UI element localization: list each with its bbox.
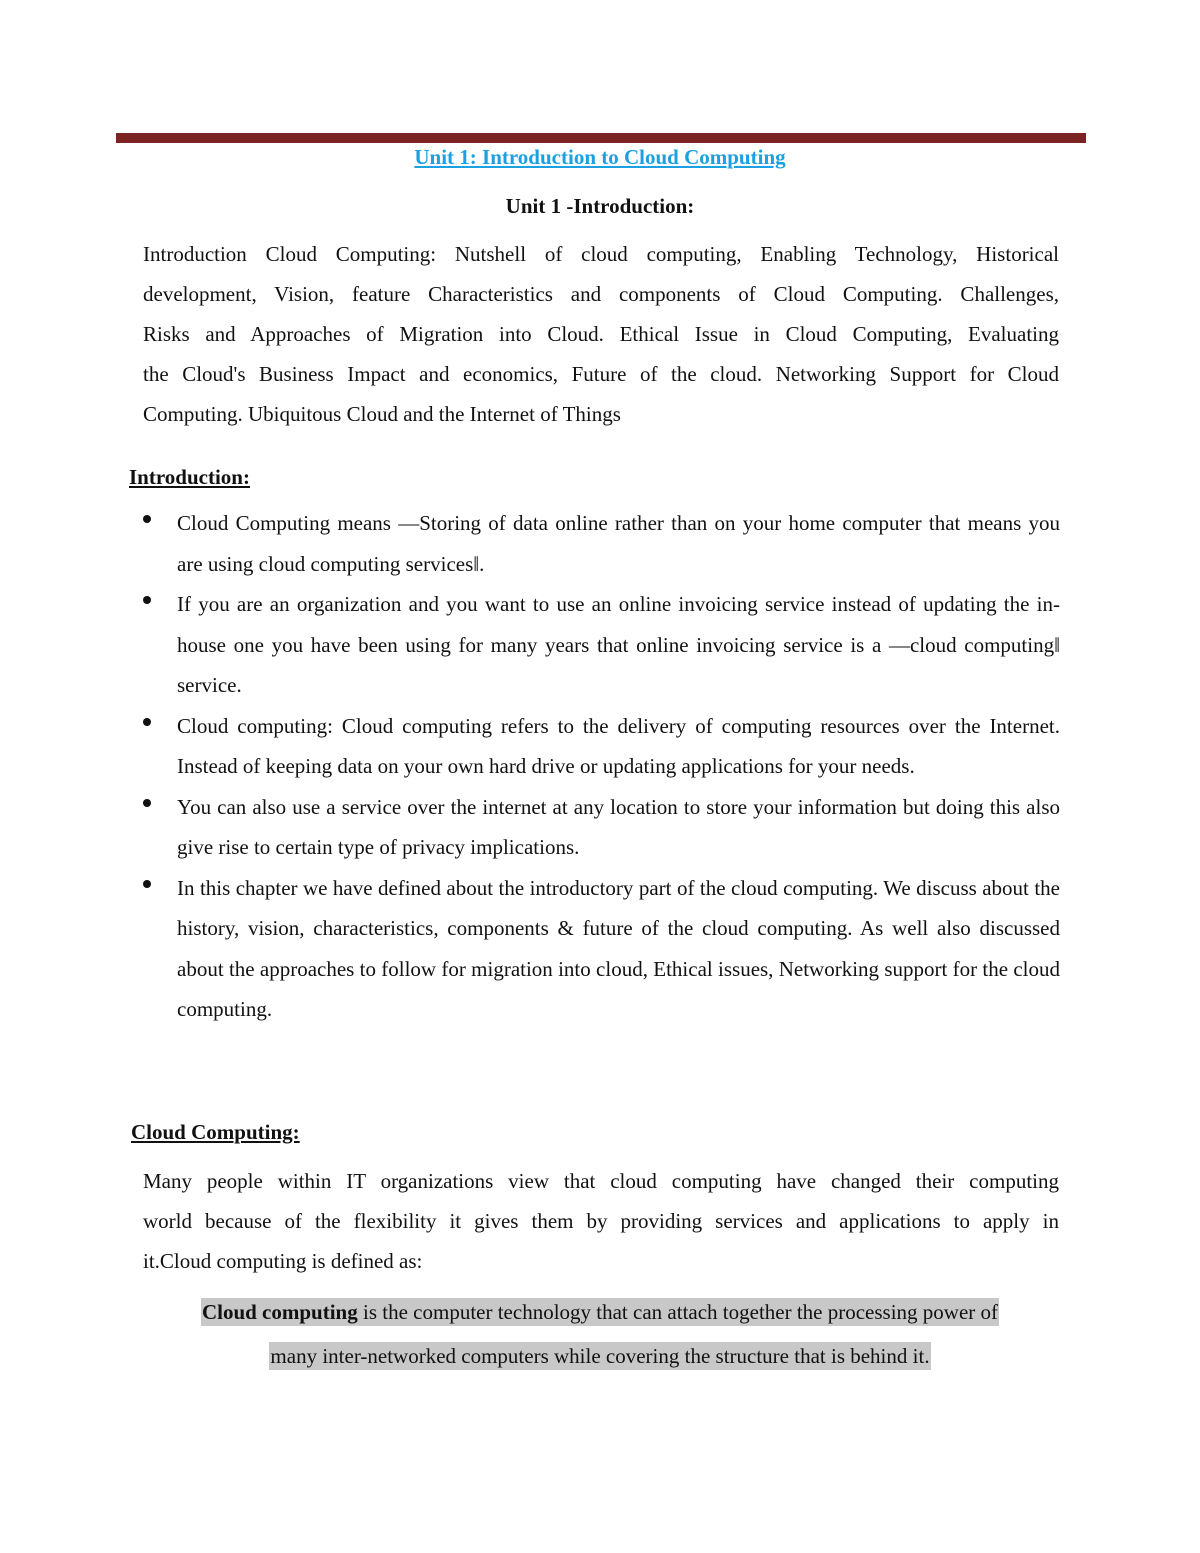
introduction-bullet-list [130, 503, 1060, 1030]
bullet-text: In this chapter we have defined about the introductory part of the cloud computing. We discuss about the history, vision, characteristics, components & future of the cloud computing. As well also discussed about the approaches to follow for migration into cloud, Ethical issues, Networking support for the cloud computing. [177, 875, 1060, 1021]
bullet-icon [143, 515, 151, 523]
bullet-text: Cloud computing: Cloud computing refers to the delivery of computing resources over the Internet. Instead of keeping data on your own hard drive or updating applications for your needs. [177, 713, 1060, 778]
bullet-text: If you are an organization and you want to use an online invoicing service instead of updating the in-house one you have been using for many years that online invoicing service is a ―cloud computing‖ service. [177, 592, 1060, 697]
intro-line: development, Vision, feature Characteristics and components of Cloud Computing. Challenges, [143, 282, 1059, 306]
list-item [130, 584, 1060, 706]
bullet-icon [143, 799, 151, 807]
bullet-icon [143, 880, 151, 888]
list-item [130, 706, 1060, 787]
cloud-computing-paragraph [143, 1161, 1059, 1281]
definition-line-1: is the computer technology that can attach together the processing power of [357, 1300, 999, 1324]
list-item [130, 503, 1060, 584]
bullet-icon [143, 596, 151, 604]
definition-term: Cloud computing [201, 1300, 358, 1324]
intro-line: Computing. Ubiquitous Cloud and the Internet of Things [143, 402, 621, 426]
list-item [130, 787, 1060, 868]
intro-line: the Cloud's Business Impact and economics, Future of the cloud. Networking Support for Cloud [143, 362, 1059, 386]
bullet-text: Cloud Computing means ―Storing of data online rather than on your home computer that means you are using cloud computing services‖. [177, 511, 1060, 576]
bullet-text: You can also use a service over the internet at any location to store your information but doing this also give rise to certain type of privacy implications. [177, 794, 1060, 859]
list-item [130, 868, 1060, 1030]
intro-line: Introduction Cloud Computing: Nutshell of cloud computing, Enabling Technology, Historical [143, 242, 1059, 266]
cloud-line: Many people within IT organizations view that cloud computing have changed their computing [143, 1169, 1059, 1193]
unit-subtitle: Unit 1 -Introduction: [505, 194, 695, 218]
cloud-line: world because of the flexibility it gives them by providing services and applications to apply in [143, 1209, 1059, 1233]
definition-line-2: many inter-networked computers while covering the structure that is behind it. [270, 1344, 930, 1368]
introduction-heading: Introduction: [129, 465, 250, 489]
bullet-icon [143, 718, 151, 726]
unit-title: Unit 1: Introduction to Cloud Computing [414, 145, 786, 169]
definition-block [0, 1290, 1200, 1378]
header-rule [116, 133, 1086, 143]
definition-highlight [201, 1298, 999, 1326]
intro-paragraph [143, 234, 1059, 434]
intro-line: Risks and Approaches of Migration into Cloud. Ethical Issue in Cloud Computing, Evaluating [143, 322, 1059, 346]
cloud-computing-heading: Cloud Computing: [131, 1120, 300, 1144]
cloud-line: it.Cloud computing is defined as: [143, 1249, 423, 1273]
